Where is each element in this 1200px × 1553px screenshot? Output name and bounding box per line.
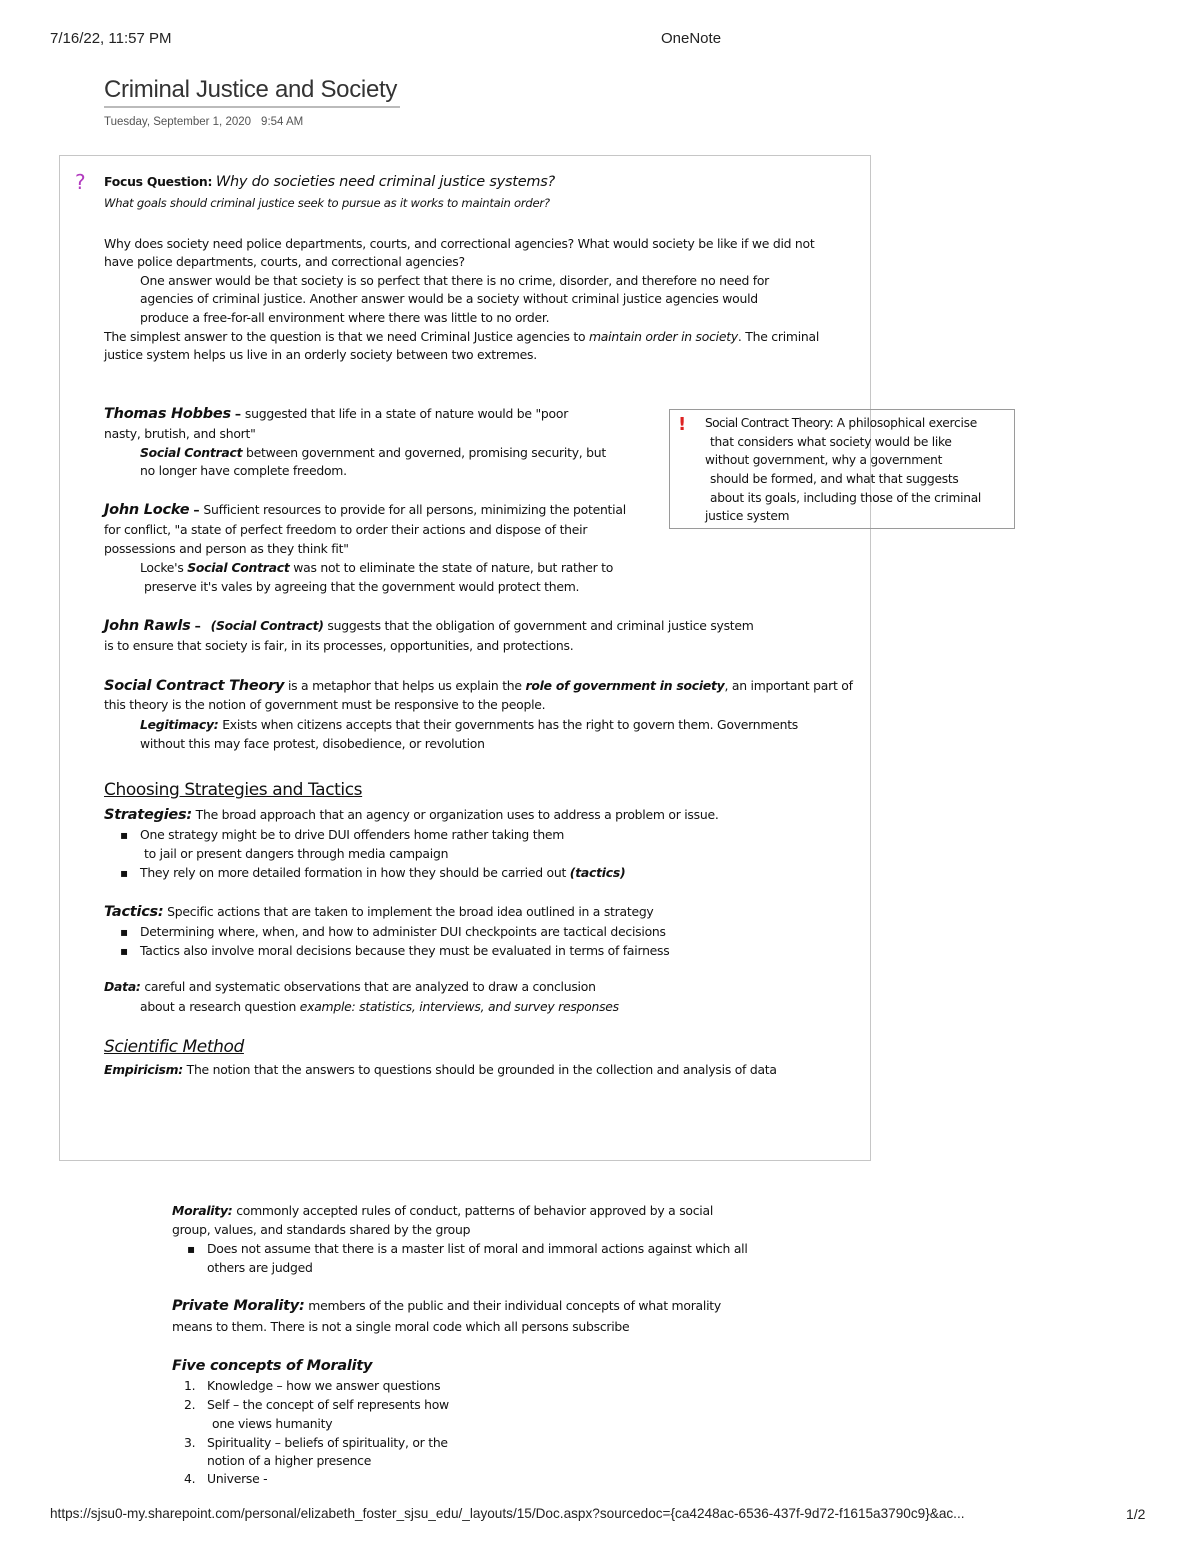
print-app-name: OneNote — [661, 30, 722, 47]
private-morality-line: means to them. There is not a single moral code which all persons subscribe — [172, 1319, 630, 1334]
morality-line: group, values, and standards shared by the group — [172, 1222, 471, 1237]
sct-name: Social Contract Theory — [104, 678, 285, 694]
intro-line: One answer would be that society is so perfect that there is no crime, disorder, and therefore no need for — [140, 273, 770, 288]
focus-question-text: Why do societies need criminal justice systems? — [215, 174, 556, 190]
social-contract-term: Social Contract — [187, 560, 290, 575]
rawls-text: suggests that the obligation of government and criminal justice system — [323, 618, 754, 633]
hobbes-line: no longer have complete freedom. — [140, 463, 347, 478]
tactics-term: (tactics) — [569, 865, 626, 880]
intro-text: . The criminal — [737, 329, 820, 344]
list-item — [140, 864, 625, 882]
tactics-text: Specific actions that are taken to implement the broad idea outlined in a strategy — [163, 904, 654, 919]
sct-line: without this may face protest, disobedience, or revolution — [140, 736, 485, 751]
numbered-item — [172, 1377, 440, 1395]
social-contract-term: (Social Contract) — [210, 618, 324, 633]
sidebox-line — [705, 414, 977, 432]
print-page-number: 1/2 — [1126, 1506, 1146, 1522]
intro-line: Why does society need police departments, courts, and correctional agencies? What would society be like if we did not — [104, 236, 815, 251]
sct-emphasis: role of government in society — [525, 678, 725, 693]
section-heading-scientific: Scientific Method — [104, 1037, 244, 1057]
numbered-item-cont: notion of a higher presence — [207, 1453, 372, 1468]
tactics-label: Tactics: — [104, 904, 164, 920]
numbered-item — [172, 1434, 448, 1452]
sct-line — [140, 716, 798, 734]
intro-line: produce a free-for-all environment where there was little to no order. — [140, 310, 550, 325]
rawls-line: is to ensure that society is fair, in its processes, opportunities, and protections. — [104, 638, 574, 653]
sidebox-line: should be formed, and what that suggests — [710, 472, 959, 486]
locke-line: possessions and person as they think fit" — [104, 541, 349, 556]
sct-text: Exists when citizens accepts that their governments has the right to govern them. Governments — [218, 717, 799, 732]
locke-entry — [104, 501, 626, 519]
dash: – — [230, 406, 245, 421]
data-label: Data: — [104, 979, 141, 994]
intro-line: agencies of criminal justice. Another answer would be a society without criminal justice agencies would — [140, 291, 758, 306]
sct-text: is a metaphor that helps us explain the — [284, 678, 526, 693]
list-item-cont: others are judged — [207, 1260, 313, 1275]
morality-text: commonly accepted rules of conduct, patterns of behavior approved by a social — [232, 1203, 714, 1218]
empiricism-text: The notion that the answers to questions should be grounded in the collection and analysis of data — [182, 1062, 777, 1077]
print-datetime: 7/16/22, 11:57 PM — [50, 30, 172, 47]
strategies-def — [104, 806, 719, 824]
sct-line: this theory is the notion of government must be responsive to the people. — [104, 697, 546, 712]
private-morality-def — [172, 1297, 721, 1315]
locke-text: Locke's — [140, 560, 188, 575]
item-number: 2. — [184, 1397, 196, 1412]
morality-label: Morality: — [172, 1203, 233, 1218]
hobbes-name: Thomas Hobbes — [104, 406, 231, 422]
strategies-label: Strategies: — [104, 807, 192, 823]
item-number: 1. — [184, 1378, 196, 1393]
locke-line — [140, 559, 613, 577]
sidebox-line: justice system — [705, 509, 790, 523]
sidebox-label: Social Contract Theory: — [705, 416, 834, 430]
sidebox-line: about its goals, including those of the criminal — [710, 491, 982, 505]
strategies-text: The broad approach that an agency or organization uses to address a problem or issue. — [191, 807, 719, 822]
tactics-def — [104, 903, 654, 921]
data-example: example: statistics, interviews, and survey responses — [299, 999, 619, 1014]
rawls-name: John Rawls — [104, 618, 191, 634]
dash: – — [190, 618, 205, 633]
locke-line: for conflict, "a state of perfect freedom to order their actions and dispose of their — [104, 522, 588, 537]
print-url[interactable]: https://sjsu0-my.sharepoint.com/personal/elizabeth_foster_sjsu_edu/_layouts/15/Doc.aspx?sourcedoc={ca4248ac-6536-437f-9d72-f1615a3790c9}&ac... — [50, 1506, 965, 1521]
item-text: Universe - — [207, 1471, 268, 1486]
focus-label: Focus Question: — [104, 174, 213, 189]
rawls-entry — [104, 617, 754, 635]
page-date — [104, 116, 303, 128]
five-concepts-heading: Five concepts of Morality — [172, 1358, 373, 1374]
item-number: 4. — [184, 1471, 196, 1486]
hobbes-entry — [104, 405, 568, 423]
sct-entry — [104, 677, 853, 695]
sct-text: , an important part of — [724, 678, 853, 693]
morality-def — [172, 1202, 713, 1220]
hobbes-text: suggested that life in a state of nature would be "poor — [244, 406, 569, 421]
item-text: Spirituality – beliefs of spirituality, or the — [207, 1435, 448, 1450]
empiricism-def — [104, 1061, 777, 1079]
dash: – — [189, 502, 204, 517]
item-text: Knowledge – how we answer questions — [207, 1378, 441, 1393]
intro-line — [104, 328, 819, 346]
hobbes-line — [140, 444, 606, 462]
page-time: 9:54 AM — [261, 116, 304, 128]
numbered-item-cont: one views humanity — [212, 1416, 333, 1431]
data-line — [140, 998, 619, 1016]
sidebox-text: A philosophical exercise — [833, 416, 977, 430]
list-item-cont: to jail or present dangers through media campaign — [144, 846, 449, 861]
focus-question — [104, 173, 555, 191]
item-number: 3. — [184, 1435, 196, 1450]
sidebox-line: that considers what society would be like — [710, 435, 952, 449]
list-item: ▪ One strategy might be to drive DUI offenders home rather taking them — [140, 826, 564, 844]
section-heading-strategies: Choosing Strategies and Tactics — [104, 780, 363, 800]
empiricism-label: Empiricism: — [104, 1062, 183, 1077]
focus-subquestion: What goals should criminal justice seek to pursue as it works to maintain order? — [104, 196, 550, 210]
intro-line: justice system helps us live in an orderly society between two extremes. — [104, 347, 537, 362]
intro-text: The simplest answer to the question is that we need Criminal Justice agencies to — [104, 329, 589, 344]
data-def — [104, 978, 596, 996]
numbered-item — [172, 1470, 267, 1488]
hobbes-line: nasty, brutish, and short" — [104, 426, 256, 441]
intro-line: have police departments, courts, and correctional agencies? — [104, 254, 465, 269]
locke-text: Sufficient resources to provide for all persons, minimizing the potential — [203, 502, 626, 517]
list-item: ▪ Does not assume that there is a master list of moral and immoral actions against which all — [207, 1240, 748, 1258]
hobbes-text: between government and governed, promising security, but — [242, 445, 606, 460]
sidebox-line: without government, why a government — [705, 453, 943, 467]
locke-name: John Locke — [104, 502, 190, 518]
numbered-item — [172, 1396, 449, 1414]
item-text: Self – the concept of self represents how — [207, 1397, 449, 1412]
list-item: ▪ Determining where, when, and how to administer DUI checkpoints are tactical decisions — [140, 923, 666, 941]
intro-emphasis: maintain order in society — [588, 329, 738, 344]
social-contract-term: Social Contract — [140, 445, 243, 460]
private-morality-label: Private Morality: — [172, 1298, 305, 1314]
page-date-text: Tuesday, September 1, 2020 — [104, 116, 252, 128]
important-icon: ! — [678, 414, 687, 435]
data-text: careful and systematic observations that are analyzed to draw a conclusion — [140, 979, 596, 994]
question-icon: ? — [75, 170, 86, 194]
list-item-text: They rely on more detailed formation in how they should be carried out — [140, 865, 570, 880]
list-item: ▪ Tactics also involve moral decisions because they must be evaluated in terms of fairness — [140, 942, 669, 960]
private-morality-text: members of the public and their individual concepts of what morality — [304, 1298, 721, 1313]
locke-text: was not to eliminate the state of nature, but rather to — [289, 560, 614, 575]
page-title: Criminal Justice and Society — [104, 76, 400, 108]
legitimacy-label: Legitimacy: — [140, 717, 219, 732]
data-text: about a research question — [140, 999, 300, 1014]
locke-line: preserve it's vales by agreeing that the government would protect them. — [144, 579, 580, 594]
